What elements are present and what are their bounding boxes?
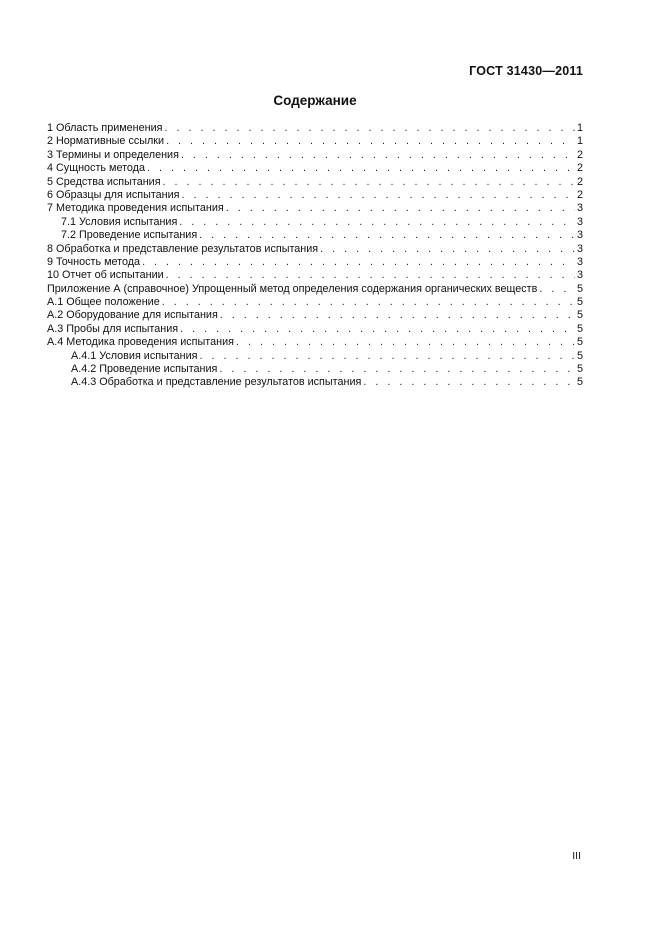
toc-entry-page: 5 <box>576 376 583 389</box>
toc-entry-label: 1 Область применения <box>47 122 163 134</box>
toc-entry-page: 3 <box>576 215 583 228</box>
toc-leader-dots <box>199 229 575 242</box>
toc-title: Содержание <box>273 93 357 108</box>
toc-entry <box>47 176 583 189</box>
toc-leader-dots <box>320 243 575 256</box>
toc-leader-dots <box>363 376 575 389</box>
toc-leader-dots <box>539 283 575 296</box>
toc-entry-label: 7.1 Условия испытания <box>61 215 178 228</box>
toc-entry-page: 2 <box>576 188 583 201</box>
toc-leader-dots <box>236 336 575 349</box>
toc-entry-page: 5 <box>576 309 583 322</box>
document-code: ГОСТ 31430—2011 <box>469 64 583 78</box>
toc-entry <box>47 269 583 282</box>
toc-entry-page: 5 <box>576 349 583 362</box>
toc-entry-page: 1 <box>576 122 583 134</box>
toc-entry-page: 2 <box>576 175 583 188</box>
toc-leader-dots <box>181 149 575 162</box>
toc-entry-label: 10 Отчет об испытании <box>47 269 164 282</box>
toc-entry-label: 7.2 Проведение испытания <box>61 229 198 242</box>
toc-leader-dots <box>162 296 575 309</box>
toc-entry-page: 1 <box>576 135 583 148</box>
toc-entry <box>47 149 583 162</box>
toc-leader-dots <box>226 202 575 215</box>
toc-entry-label: 4 Сущность метода <box>47 162 145 175</box>
toc-entry-page: 5 <box>576 336 583 349</box>
toc-entry <box>47 229 583 242</box>
toc-entry <box>47 336 583 349</box>
toc-entry-label: Приложение А (справочное) Упрощенный метод определения содержания органических веществ <box>47 282 538 295</box>
toc-leader-dots <box>179 216 575 229</box>
toc-leader-dots <box>165 122 575 135</box>
toc-entry-page: 3 <box>576 255 583 268</box>
toc-leader-dots <box>147 162 575 175</box>
page-number: III <box>572 850 581 862</box>
toc-leader-dots <box>200 350 575 363</box>
toc-entry-label: 9 Точность метода <box>47 255 141 268</box>
toc-entry-label: 5 Средства испытания <box>47 175 161 188</box>
toc-entry-label: 3 Термины и определения <box>47 148 179 161</box>
toc-leader-dots <box>142 256 575 269</box>
toc-entry <box>47 323 583 336</box>
toc-leader-dots <box>166 135 575 148</box>
toc-entry <box>47 162 583 175</box>
toc-leader-dots <box>163 176 575 189</box>
toc-entry-label: 8 Обработка и представление результатов испытания <box>47 242 319 255</box>
toc-entry <box>47 122 583 135</box>
toc-entry-page: 5 <box>576 363 583 376</box>
toc-entry-page: 5 <box>576 296 583 309</box>
toc-entry-label: А.1 Общее положение <box>47 296 160 309</box>
toc-entry <box>47 243 583 256</box>
table-of-contents <box>47 122 583 390</box>
toc-entry-label: 7 Методика проведения испытания <box>47 202 224 215</box>
toc-entry-label: А.4.2 Проведение испытания <box>71 363 218 376</box>
toc-entry-label: А.4.3 Обработка и представление результатов испытания <box>71 376 362 389</box>
toc-leader-dots <box>180 323 575 336</box>
toc-entry <box>47 283 583 296</box>
toc-entry-label: 6 Образцы для испытания <box>47 188 180 201</box>
toc-entry <box>47 296 583 309</box>
toc-entry <box>47 376 583 389</box>
toc-entry-label: А.2 Оборудование для испытания <box>47 309 218 322</box>
toc-entry-page: 3 <box>576 269 583 282</box>
toc-entry <box>47 350 583 363</box>
toc-entry-label: А.4.1 Условия испытания <box>71 349 198 362</box>
toc-entry-page: 3 <box>576 202 583 215</box>
toc-entry <box>47 202 583 215</box>
toc-leader-dots <box>219 363 575 376</box>
toc-entry-page: 3 <box>576 229 583 242</box>
toc-entry <box>47 189 583 202</box>
toc-entry <box>47 216 583 229</box>
toc-leader-dots <box>220 309 575 322</box>
toc-entry-page: 2 <box>576 148 583 161</box>
toc-entry-label: 2 Нормативные ссылки <box>47 135 165 148</box>
toc-leader-dots <box>166 269 575 282</box>
toc-entry-label: А.3 Пробы для испытания <box>47 322 179 335</box>
toc-entry <box>47 256 583 269</box>
toc-entry <box>47 309 583 322</box>
toc-entry-page: 5 <box>576 322 583 335</box>
toc-entry-page: 5 <box>576 282 583 295</box>
toc-entry <box>47 135 583 148</box>
toc-entry-page: 2 <box>576 162 583 175</box>
toc-entry-page: 3 <box>576 242 583 255</box>
toc-entry-label: А.4 Методика проведения испытания <box>47 336 234 349</box>
toc-leader-dots <box>182 189 575 202</box>
toc-entry <box>47 363 583 376</box>
